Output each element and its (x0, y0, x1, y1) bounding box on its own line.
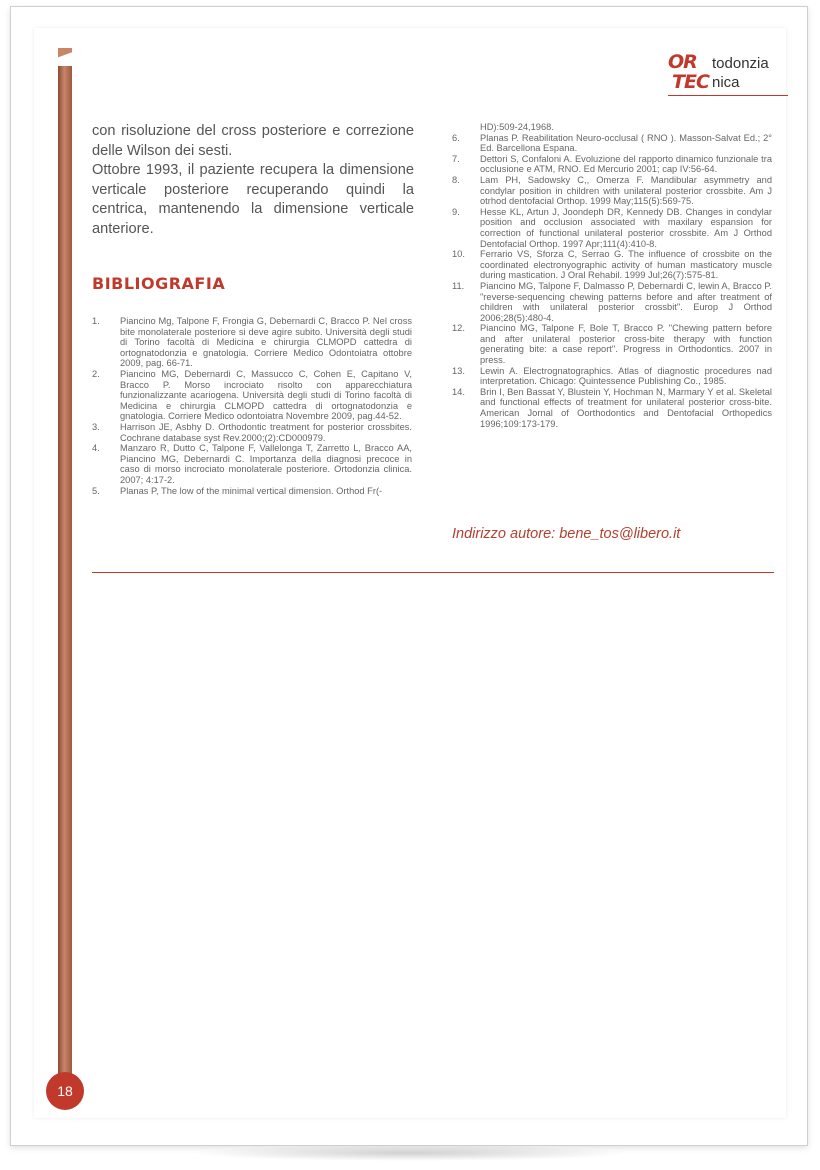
reference-item (92, 443, 412, 485)
reference-item (452, 366, 772, 387)
reference-number: 6. (452, 132, 460, 143)
reference-text: Lewin A. Electrognatographics. Atlas of diagnostic procedures nad interpretation. Chicago: Quintessence Publishing Co., 1985. (480, 365, 772, 387)
page-shadow (190, 1145, 630, 1161)
reference-item (452, 133, 772, 154)
reference-number: 10. (452, 249, 465, 260)
reference-number: 2. (92, 368, 100, 379)
reference-text: Harrison JE, Asbhy D. Orthodontic treatment for posterior crossbites. Cochrane database syst Rev.2000;(2):CD000979. (120, 421, 412, 443)
reference-item (452, 387, 772, 429)
reference-item (92, 422, 412, 443)
reference-number: 1. (92, 316, 100, 326)
reference-item (452, 122, 772, 133)
reference-text: Planas P, The low of the minimal vertical dimension. Orthod Fr(- (120, 485, 383, 496)
reference-number: 13. (452, 365, 465, 376)
body-text (92, 122, 414, 240)
journal-logo (668, 52, 788, 98)
reference-number: 3. (92, 421, 100, 432)
reference-item (452, 154, 772, 175)
reference-text: Dettori S, Confaloni A. Evoluzione del rapporto dinamico funzionale tra occlusione e ATM, RNO. Ed Mercurio 2001; cap IV:56-64. (480, 153, 772, 175)
reference-number: 12. (452, 323, 465, 334)
reference-item (92, 316, 412, 369)
reference-item (452, 323, 772, 365)
reference-text: Piancino MG, Debernardi C, Massucco C, Cohen E, Capitano V, Bracco P. Morso incrociato risolto con apparecchiatura funzionalizzante acariogena. Università degli studi di Torino facoltà di Medicina e chirurgia CLMOPD cattedra di ortognatodonzia e gnatologia. Corriere Medico odontoiatra Novembre 2009, pag.44-52. (120, 368, 412, 422)
bibliography-heading: BIBLIOGRAFIA (92, 274, 226, 293)
reference-item (452, 175, 772, 207)
reference-item (452, 207, 772, 249)
reference-number: 14. (452, 386, 465, 397)
logo-underline (668, 95, 788, 96)
decorative-side-bar (58, 52, 72, 1092)
reference-list-right (452, 122, 772, 429)
reference-text: Piancino MG, Talpone F, Dalmasso P, Debernardi C, lewin A, Bracco P. "reverse-sequencing chewing patterns before and after treatment of children with unilateral posterior crossbit". Europ J Orthod 2006;28(5):480-4. (480, 280, 772, 323)
section-divider (92, 572, 774, 573)
reference-number: 8. (452, 174, 460, 185)
logo-word-top: todonzia (712, 55, 769, 72)
reference-number: 11. (452, 280, 465, 291)
reference-text: Manzaro R, Dutto C, Talpone F, Vallelonga T, Zarretto L, Bracco AA, Piancino MG, Debernardi C. Importanza della diagnosi precoce in caso di morso incrociato monolaterale posteriore. Ortodonzia clinica. 2007; 4:17-2. (120, 443, 412, 485)
reference-text: Piancino Mg, Talpone F, Frongia G, Debernardi C, Bracco P. Nel cross bite monolaterale posteriore si deve agire subito. Università degli studi di Torino facoltà di Medicina e chirurgia CLMOPD cattedra di ortognatodonzia e gnatologia. Corriere Medico Odontoiatra ottobre 2009, pag. 66-71. (120, 316, 412, 369)
body-paragraph: con risoluzione del cross posteriore e correzione delle Wilson dei sesti. (92, 123, 414, 159)
reference-item (92, 486, 412, 497)
reference-list-left (92, 316, 412, 496)
reference-text: Brin I, Ben Bassat Y, Blustein Y, Hochman N, Marmary Y et al. Skeletal and functional effects of treatment for unilateral posterior cross-bite. American Jornal of Oorthodontics and Dentofacial Orthopedics 1996;109:173-179. (480, 386, 772, 429)
page-number: 18 (46, 1072, 84, 1110)
reference-item (452, 249, 772, 281)
reference-text: Ferrario VS, Sforza C, Serrao G. The influence of crossbite on the coordinated electronyographic activity of human masticatory muscle during mastication. J Oral Rehabil. 1999 Jul;26(7):575-81. (480, 249, 772, 281)
reference-number: 4. (92, 443, 100, 454)
reference-number: 5. (92, 485, 100, 496)
logo-prefix-bottom: TEC (672, 71, 709, 93)
body-paragraph: Ottobre 1993, il paziente recupera la dimensione verticale posteriore recuperando quindi la centrica, mantenendo la dimensione verticale anteriore. (92, 162, 414, 237)
reference-text: Lam PH, Sadowsky C,, Omerza F. Mandibular asymmetry and condylar position in children with unilateral posterior crossbite. Am J otrhod dentofacial Orthop. 1999 May;115(5):569-75. (480, 174, 772, 207)
reference-number: 9. (452, 206, 460, 217)
reference-text: Planas P. Reabilitation Neuro-occlusal ( RNO ). Masson-Salvat Ed.; 2° Ed. Barcellona Espana. (480, 132, 772, 154)
reference-number: 7. (452, 153, 460, 164)
reference-text: Hesse KL, Artun J, Joondeph DR, Kennedy DB. Changes in condylar position and occlusion associated with maxilary espansion for correction of functional unilateral posterior crossbite. Am J Orthod Dentofacial Orthop. 1997 Apr;111(4):410-8. (480, 206, 772, 249)
logo-prefix-top: OR (668, 51, 697, 73)
logo-word-bottom: nica (712, 74, 740, 91)
reference-text: Piancino MG, Talpone F, Bole T, Bracco P. "Chewing pattern before and after unilateral posterior cross-bite therapy with function generating bite: a case report". Progress in Orthodontics. 2007 in press. (480, 323, 772, 366)
reference-text: HD):509-24,1968. (480, 122, 554, 132)
reference-item (452, 281, 772, 323)
reference-item (92, 369, 412, 422)
author-email: Indirizzo autore: bene_tos@libero.it (452, 526, 681, 542)
